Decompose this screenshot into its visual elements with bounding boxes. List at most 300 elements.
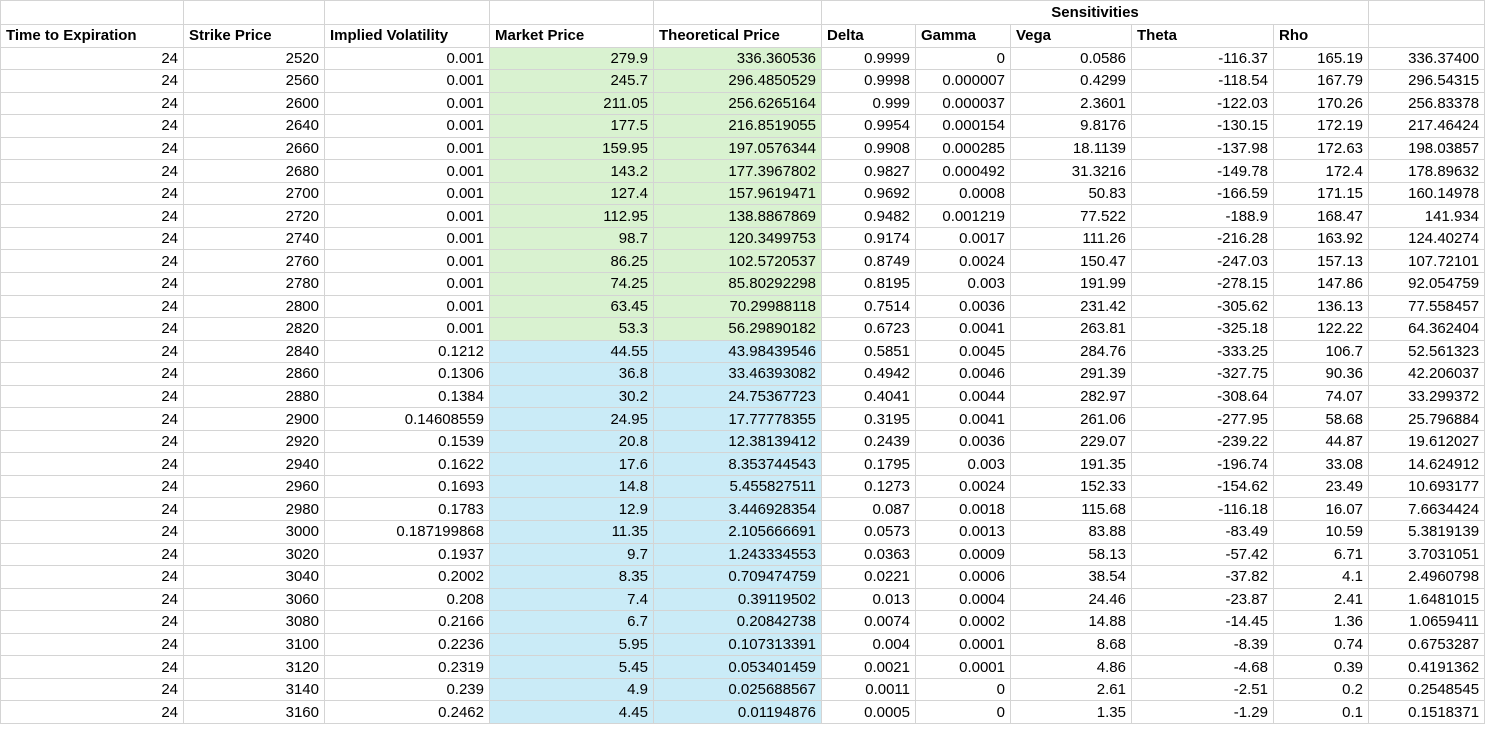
cell-vega[interactable]: 291.39 [1011, 363, 1132, 386]
cell-extra[interactable]: 19.612027 [1369, 430, 1485, 453]
cell-extra[interactable]: 160.14978 [1369, 182, 1485, 205]
cell-delta[interactable]: 0.1273 [822, 475, 916, 498]
cell-gamma[interactable]: 0.000492 [916, 160, 1011, 183]
cell-implied-volatility[interactable]: 0.001 [325, 295, 490, 318]
cell-vega[interactable]: 0.4299 [1011, 70, 1132, 93]
cell-rho[interactable]: 0.74 [1274, 633, 1369, 656]
cell-theta[interactable]: -305.62 [1132, 295, 1274, 318]
sensitivities-header[interactable]: Sensitivities [822, 1, 1369, 25]
cell-implied-volatility[interactable]: 0.14608559 [325, 408, 490, 431]
header-theoretical-price[interactable]: Theoretical Price [654, 25, 822, 48]
cell-extra[interactable]: 141.934 [1369, 205, 1485, 228]
cell-theta[interactable]: -122.03 [1132, 92, 1274, 115]
cell-rho[interactable]: 58.68 [1274, 408, 1369, 431]
cell-vega[interactable]: 38.54 [1011, 566, 1132, 589]
cell-theoretical-price[interactable]: 0.20842738 [654, 611, 822, 634]
cell-delta[interactable]: 0.0074 [822, 611, 916, 634]
cell-gamma[interactable]: 0 [916, 47, 1011, 70]
cell-rho[interactable]: 157.13 [1274, 250, 1369, 273]
cell-strike-price[interactable]: 2560 [184, 70, 325, 93]
cell-rho[interactable]: 172.4 [1274, 160, 1369, 183]
cell-implied-volatility[interactable]: 0.187199868 [325, 521, 490, 544]
cell-delta[interactable]: 0.013 [822, 588, 916, 611]
cell-implied-volatility[interactable]: 0.1937 [325, 543, 490, 566]
header-implied-volatility[interactable]: Implied Volatility [325, 25, 490, 48]
cell-time-to-expiration[interactable]: 24 [1, 566, 184, 589]
cell-gamma[interactable]: 0.000285 [916, 137, 1011, 160]
cell-theoretical-price[interactable]: 177.3967802 [654, 160, 822, 183]
cell-strike-price[interactable]: 2980 [184, 498, 325, 521]
cell-delta[interactable]: 0.4041 [822, 385, 916, 408]
cell-time-to-expiration[interactable]: 24 [1, 160, 184, 183]
cell-theta[interactable]: -116.18 [1132, 498, 1274, 521]
cell-theoretical-price[interactable]: 197.0576344 [654, 137, 822, 160]
cell-market-price[interactable]: 30.2 [490, 385, 654, 408]
cell-strike-price[interactable]: 2720 [184, 205, 325, 228]
cell-time-to-expiration[interactable]: 24 [1, 340, 184, 363]
cell-market-price[interactable]: 5.45 [490, 656, 654, 679]
cell-implied-volatility[interactable]: 0.001 [325, 137, 490, 160]
cell-implied-volatility[interactable]: 0.001 [325, 273, 490, 296]
cell-extra[interactable]: 77.558457 [1369, 295, 1485, 318]
cell-theoretical-price[interactable]: 24.75367723 [654, 385, 822, 408]
cell-time-to-expiration[interactable]: 24 [1, 678, 184, 701]
cell-delta[interactable]: 0.1795 [822, 453, 916, 476]
cell-delta[interactable]: 0.9827 [822, 160, 916, 183]
cell-vega[interactable]: 18.1139 [1011, 137, 1132, 160]
cell-extra[interactable]: 217.46424 [1369, 115, 1485, 138]
cell-vega[interactable]: 24.46 [1011, 588, 1132, 611]
cell-extra[interactable]: 336.37400 [1369, 47, 1485, 70]
cell-theoretical-price[interactable]: 56.29890182 [654, 318, 822, 341]
cell-time-to-expiration[interactable]: 24 [1, 611, 184, 634]
cell-theta[interactable]: -239.22 [1132, 430, 1274, 453]
cell-strike-price[interactable]: 3120 [184, 656, 325, 679]
cell-theta[interactable]: -247.03 [1132, 250, 1274, 273]
cell-extra[interactable]: 25.796884 [1369, 408, 1485, 431]
cell-vega[interactable]: 115.68 [1011, 498, 1132, 521]
cell-vega[interactable]: 191.35 [1011, 453, 1132, 476]
cell-delta[interactable]: 0.087 [822, 498, 916, 521]
header-vega[interactable]: Vega [1011, 25, 1132, 48]
cell-vega[interactable]: 191.99 [1011, 273, 1132, 296]
cell-market-price[interactable]: 279.9 [490, 47, 654, 70]
cell-strike-price[interactable]: 2600 [184, 92, 325, 115]
cell-extra[interactable]: 1.6481015 [1369, 588, 1485, 611]
cell-implied-volatility[interactable]: 0.2166 [325, 611, 490, 634]
cell-market-price[interactable]: 177.5 [490, 115, 654, 138]
cell-theta[interactable]: -8.39 [1132, 633, 1274, 656]
cell-implied-volatility[interactable]: 0.1306 [325, 363, 490, 386]
header-theta[interactable]: Theta [1132, 25, 1274, 48]
cell-vega[interactable]: 263.81 [1011, 318, 1132, 341]
cell-time-to-expiration[interactable]: 24 [1, 475, 184, 498]
cell-implied-volatility[interactable]: 0.1539 [325, 430, 490, 453]
cell-theta[interactable]: -130.15 [1132, 115, 1274, 138]
cell-extra[interactable]: 64.362404 [1369, 318, 1485, 341]
cell-vega[interactable]: 229.07 [1011, 430, 1132, 453]
cell-market-price[interactable]: 5.95 [490, 633, 654, 656]
cell-theoretical-price[interactable]: 70.29988118 [654, 295, 822, 318]
cell-rho[interactable]: 167.79 [1274, 70, 1369, 93]
cell-strike-price[interactable]: 2700 [184, 182, 325, 205]
cell-extra[interactable]: 0.4191362 [1369, 656, 1485, 679]
cell-market-price[interactable]: 8.35 [490, 566, 654, 589]
cell-delta[interactable]: 0.9908 [822, 137, 916, 160]
cell-rho[interactable]: 147.86 [1274, 273, 1369, 296]
cell-delta[interactable]: 0.3195 [822, 408, 916, 431]
cell-gamma[interactable]: 0.0017 [916, 227, 1011, 250]
cell-market-price[interactable]: 112.95 [490, 205, 654, 228]
cell-rho[interactable]: 106.7 [1274, 340, 1369, 363]
cell-strike-price[interactable]: 2760 [184, 250, 325, 273]
cell-implied-volatility[interactable]: 0.239 [325, 678, 490, 701]
cell-delta[interactable]: 0.8195 [822, 273, 916, 296]
cell-market-price[interactable]: 17.6 [490, 453, 654, 476]
cell-theta[interactable]: -4.68 [1132, 656, 1274, 679]
cell-time-to-expiration[interactable]: 24 [1, 633, 184, 656]
cell-theta[interactable]: -325.18 [1132, 318, 1274, 341]
cell-theta[interactable]: -23.87 [1132, 588, 1274, 611]
header-gamma[interactable]: Gamma [916, 25, 1011, 48]
cell-strike-price[interactable]: 2520 [184, 47, 325, 70]
cell-extra[interactable]: 5.3819139 [1369, 521, 1485, 544]
cell-gamma[interactable]: 0.0018 [916, 498, 1011, 521]
cell-theta[interactable]: -57.42 [1132, 543, 1274, 566]
cell-market-price[interactable]: 36.8 [490, 363, 654, 386]
cell-strike-price[interactable]: 3080 [184, 611, 325, 634]
cell-rho[interactable]: 0.2 [1274, 678, 1369, 701]
cell-theoretical-price[interactable]: 336.360536 [654, 47, 822, 70]
cell-time-to-expiration[interactable]: 24 [1, 70, 184, 93]
cell[interactable] [1369, 1, 1485, 25]
cell-delta[interactable]: 0.6723 [822, 318, 916, 341]
cell-delta[interactable]: 0.9999 [822, 47, 916, 70]
cell-market-price[interactable]: 159.95 [490, 137, 654, 160]
cell-extra[interactable]: 296.54315 [1369, 70, 1485, 93]
cell-implied-volatility[interactable]: 0.2462 [325, 701, 490, 724]
cell-extra[interactable]: 14.624912 [1369, 453, 1485, 476]
cell-theta[interactable]: -277.95 [1132, 408, 1274, 431]
cell-strike-price[interactable]: 2960 [184, 475, 325, 498]
cell-theta[interactable]: -137.98 [1132, 137, 1274, 160]
cell-implied-volatility[interactable]: 0.1622 [325, 453, 490, 476]
cell-strike-price[interactable]: 3140 [184, 678, 325, 701]
cell-theta[interactable]: -333.25 [1132, 340, 1274, 363]
cell-gamma[interactable]: 0.0009 [916, 543, 1011, 566]
cell-gamma[interactable]: 0.0001 [916, 656, 1011, 679]
cell-vega[interactable]: 2.3601 [1011, 92, 1132, 115]
cell-gamma[interactable]: 0.001219 [916, 205, 1011, 228]
cell-vega[interactable]: 77.522 [1011, 205, 1132, 228]
header-time-to-expiration[interactable]: Time to Expiration [1, 25, 184, 48]
cell-implied-volatility[interactable]: 0.1384 [325, 385, 490, 408]
cell-delta[interactable]: 0.9998 [822, 70, 916, 93]
cell-vega[interactable]: 2.61 [1011, 678, 1132, 701]
cell-time-to-expiration[interactable]: 24 [1, 250, 184, 273]
cell-extra[interactable]: 198.03857 [1369, 137, 1485, 160]
cell-delta[interactable]: 0.2439 [822, 430, 916, 453]
cell-time-to-expiration[interactable]: 24 [1, 521, 184, 544]
cell-extra[interactable]: 52.561323 [1369, 340, 1485, 363]
cell-vega[interactable]: 9.8176 [1011, 115, 1132, 138]
cell-theoretical-price[interactable]: 0.39119502 [654, 588, 822, 611]
cell-delta[interactable]: 0.9482 [822, 205, 916, 228]
cell-market-price[interactable]: 53.3 [490, 318, 654, 341]
cell-extra[interactable]: 2.4960798 [1369, 566, 1485, 589]
cell-theoretical-price[interactable]: 2.105666691 [654, 521, 822, 544]
cell-rho[interactable]: 2.41 [1274, 588, 1369, 611]
cell-vega[interactable]: 8.68 [1011, 633, 1132, 656]
cell-rho[interactable]: 136.13 [1274, 295, 1369, 318]
cell-market-price[interactable]: 127.4 [490, 182, 654, 205]
cell-vega[interactable]: 284.76 [1011, 340, 1132, 363]
cell-implied-volatility[interactable]: 0.1212 [325, 340, 490, 363]
cell-theoretical-price[interactable]: 0.025688567 [654, 678, 822, 701]
cell-strike-price[interactable]: 2940 [184, 453, 325, 476]
cell-market-price[interactable]: 4.9 [490, 678, 654, 701]
cell-extra[interactable]: 256.83378 [1369, 92, 1485, 115]
cell-strike-price[interactable]: 2900 [184, 408, 325, 431]
cell-vega[interactable]: 50.83 [1011, 182, 1132, 205]
cell-strike-price[interactable]: 2740 [184, 227, 325, 250]
cell-rho[interactable]: 33.08 [1274, 453, 1369, 476]
cell-strike-price[interactable]: 2660 [184, 137, 325, 160]
cell-implied-volatility[interactable]: 0.001 [325, 205, 490, 228]
cell-implied-volatility[interactable]: 0.1783 [325, 498, 490, 521]
cell-implied-volatility[interactable]: 0.001 [325, 70, 490, 93]
cell-gamma[interactable]: 0.0045 [916, 340, 1011, 363]
cell-time-to-expiration[interactable]: 24 [1, 273, 184, 296]
cell-theoretical-price[interactable]: 3.446928354 [654, 498, 822, 521]
cell-time-to-expiration[interactable]: 24 [1, 182, 184, 205]
header-rho[interactable]: Rho [1274, 25, 1369, 48]
cell-time-to-expiration[interactable]: 24 [1, 453, 184, 476]
cell-theoretical-price[interactable]: 8.353744543 [654, 453, 822, 476]
cell-time-to-expiration[interactable]: 24 [1, 295, 184, 318]
cell-rho[interactable]: 122.22 [1274, 318, 1369, 341]
cell-strike-price[interactable]: 2880 [184, 385, 325, 408]
cell-rho[interactable]: 0.1 [1274, 701, 1369, 724]
cell-theoretical-price[interactable]: 216.8519055 [654, 115, 822, 138]
cell-extra[interactable]: 10.693177 [1369, 475, 1485, 498]
cell-rho[interactable]: 165.19 [1274, 47, 1369, 70]
cell-vega[interactable]: 83.88 [1011, 521, 1132, 544]
cell-implied-volatility[interactable]: 0.001 [325, 250, 490, 273]
cell-strike-price[interactable]: 3060 [184, 588, 325, 611]
cell-theoretical-price[interactable]: 0.053401459 [654, 656, 822, 679]
cell-gamma[interactable]: 0.000154 [916, 115, 1011, 138]
cell-market-price[interactable]: 7.4 [490, 588, 654, 611]
cell-extra[interactable]: 0.6753287 [1369, 633, 1485, 656]
cell-market-price[interactable]: 143.2 [490, 160, 654, 183]
cell-implied-volatility[interactable]: 0.001 [325, 182, 490, 205]
cell-extra[interactable]: 107.72101 [1369, 250, 1485, 273]
cell-theta[interactable]: -196.74 [1132, 453, 1274, 476]
cell-strike-price[interactable]: 2920 [184, 430, 325, 453]
cell-theta[interactable]: -1.29 [1132, 701, 1274, 724]
cell-rho[interactable]: 23.49 [1274, 475, 1369, 498]
cell-time-to-expiration[interactable]: 24 [1, 430, 184, 453]
cell-rho[interactable]: 16.07 [1274, 498, 1369, 521]
cell-strike-price[interactable]: 2860 [184, 363, 325, 386]
cell-market-price[interactable]: 6.7 [490, 611, 654, 634]
cell-rho[interactable]: 1.36 [1274, 611, 1369, 634]
cell-theoretical-price[interactable]: 5.455827511 [654, 475, 822, 498]
cell-vega[interactable]: 4.86 [1011, 656, 1132, 679]
cell-theoretical-price[interactable]: 157.9619471 [654, 182, 822, 205]
cell-gamma[interactable]: 0.0041 [916, 318, 1011, 341]
cell-time-to-expiration[interactable]: 24 [1, 385, 184, 408]
cell-rho[interactable]: 10.59 [1274, 521, 1369, 544]
cell-implied-volatility[interactable]: 0.001 [325, 318, 490, 341]
cell-market-price[interactable]: 9.7 [490, 543, 654, 566]
cell-extra[interactable]: 1.0659411 [1369, 611, 1485, 634]
cell-extra[interactable]: 0.2548545 [1369, 678, 1485, 701]
cell-gamma[interactable]: 0.0046 [916, 363, 1011, 386]
cell-market-price[interactable]: 14.8 [490, 475, 654, 498]
cell-delta[interactable]: 0.5851 [822, 340, 916, 363]
cell-theoretical-price[interactable]: 85.80292298 [654, 273, 822, 296]
cell-rho[interactable]: 90.36 [1274, 363, 1369, 386]
cell-delta[interactable]: 0.0021 [822, 656, 916, 679]
cell-implied-volatility[interactable]: 0.208 [325, 588, 490, 611]
cell-rho[interactable]: 170.26 [1274, 92, 1369, 115]
cell-extra[interactable]: 0.1518371 [1369, 701, 1485, 724]
header-extra[interactable] [1369, 25, 1485, 48]
cell-theoretical-price[interactable]: 43.98439546 [654, 340, 822, 363]
cell-theoretical-price[interactable]: 138.8867869 [654, 205, 822, 228]
cell-gamma[interactable]: 0.0024 [916, 250, 1011, 273]
cell-vega[interactable]: 282.97 [1011, 385, 1132, 408]
cell-market-price[interactable]: 11.35 [490, 521, 654, 544]
cell-delta[interactable]: 0.9954 [822, 115, 916, 138]
cell-theoretical-price[interactable]: 1.243334553 [654, 543, 822, 566]
cell-theta[interactable]: -118.54 [1132, 70, 1274, 93]
cell-rho[interactable]: 172.63 [1274, 137, 1369, 160]
cell-strike-price[interactable]: 2820 [184, 318, 325, 341]
cell-theta[interactable]: -14.45 [1132, 611, 1274, 634]
cell-delta[interactable]: 0.9692 [822, 182, 916, 205]
cell-gamma[interactable]: 0.0036 [916, 430, 1011, 453]
cell-theta[interactable]: -278.15 [1132, 273, 1274, 296]
cell-market-price[interactable]: 44.55 [490, 340, 654, 363]
cell-vega[interactable]: 58.13 [1011, 543, 1132, 566]
cell-rho[interactable]: 44.87 [1274, 430, 1369, 453]
cell-delta[interactable]: 0.8749 [822, 250, 916, 273]
cell-gamma[interactable]: 0.003 [916, 453, 1011, 476]
cell-theoretical-price[interactable]: 0.709474759 [654, 566, 822, 589]
cell-market-price[interactable]: 98.7 [490, 227, 654, 250]
cell-extra[interactable]: 178.89632 [1369, 160, 1485, 183]
cell-gamma[interactable]: 0.0044 [916, 385, 1011, 408]
cell-extra[interactable]: 7.6634424 [1369, 498, 1485, 521]
cell-delta[interactable]: 0.4942 [822, 363, 916, 386]
cell-market-price[interactable]: 20.8 [490, 430, 654, 453]
cell-time-to-expiration[interactable]: 24 [1, 92, 184, 115]
cell-time-to-expiration[interactable]: 24 [1, 588, 184, 611]
cell-vega[interactable]: 231.42 [1011, 295, 1132, 318]
cell-time-to-expiration[interactable]: 24 [1, 363, 184, 386]
cell-strike-price[interactable]: 3160 [184, 701, 325, 724]
cell-vega[interactable]: 152.33 [1011, 475, 1132, 498]
cell-implied-volatility[interactable]: 0.1693 [325, 475, 490, 498]
cell-strike-price[interactable]: 3000 [184, 521, 325, 544]
cell-vega[interactable]: 0.0586 [1011, 47, 1132, 70]
cell-strike-price[interactable]: 2680 [184, 160, 325, 183]
cell-market-price[interactable]: 12.9 [490, 498, 654, 521]
cell-rho[interactable]: 0.39 [1274, 656, 1369, 679]
cell-time-to-expiration[interactable]: 24 [1, 701, 184, 724]
cell-market-price[interactable]: 211.05 [490, 92, 654, 115]
cell-theta[interactable]: -216.28 [1132, 227, 1274, 250]
cell-delta[interactable]: 0.0363 [822, 543, 916, 566]
cell-strike-price[interactable]: 2800 [184, 295, 325, 318]
cell-extra[interactable]: 92.054759 [1369, 273, 1485, 296]
cell-extra[interactable]: 3.7031051 [1369, 543, 1485, 566]
cell[interactable] [1, 1, 184, 25]
cell-time-to-expiration[interactable]: 24 [1, 205, 184, 228]
header-market-price[interactable]: Market Price [490, 25, 654, 48]
cell-theoretical-price[interactable]: 12.38139412 [654, 430, 822, 453]
cell-strike-price[interactable]: 2780 [184, 273, 325, 296]
cell-market-price[interactable]: 63.45 [490, 295, 654, 318]
cell-strike-price[interactable]: 3020 [184, 543, 325, 566]
cell-vega[interactable]: 14.88 [1011, 611, 1132, 634]
cell-delta[interactable]: 0.7514 [822, 295, 916, 318]
cell-rho[interactable]: 168.47 [1274, 205, 1369, 228]
cell-rho[interactable]: 171.15 [1274, 182, 1369, 205]
cell-rho[interactable]: 163.92 [1274, 227, 1369, 250]
cell-gamma[interactable]: 0.0024 [916, 475, 1011, 498]
header-strike-price[interactable]: Strike Price [184, 25, 325, 48]
cell-theoretical-price[interactable]: 296.4850529 [654, 70, 822, 93]
cell-extra[interactable]: 42.206037 [1369, 363, 1485, 386]
cell-time-to-expiration[interactable]: 24 [1, 656, 184, 679]
cell-time-to-expiration[interactable]: 24 [1, 115, 184, 138]
cell-theta[interactable]: -308.64 [1132, 385, 1274, 408]
cell-theta[interactable]: -116.37 [1132, 47, 1274, 70]
cell-theoretical-price[interactable]: 120.3499753 [654, 227, 822, 250]
cell-vega[interactable]: 31.3216 [1011, 160, 1132, 183]
cell-market-price[interactable]: 86.25 [490, 250, 654, 273]
cell-delta[interactable]: 0.0011 [822, 678, 916, 701]
cell-implied-volatility[interactable]: 0.001 [325, 47, 490, 70]
cell-time-to-expiration[interactable]: 24 [1, 408, 184, 431]
cell-theta[interactable]: -188.9 [1132, 205, 1274, 228]
cell-extra[interactable]: 124.40274 [1369, 227, 1485, 250]
cell-time-to-expiration[interactable]: 24 [1, 227, 184, 250]
cell-implied-volatility[interactable]: 0.2002 [325, 566, 490, 589]
cell-implied-volatility[interactable]: 0.001 [325, 227, 490, 250]
cell-time-to-expiration[interactable]: 24 [1, 47, 184, 70]
cell-theoretical-price[interactable]: 102.5720537 [654, 250, 822, 273]
cell-gamma[interactable]: 0.0008 [916, 182, 1011, 205]
cell-gamma[interactable]: 0.000007 [916, 70, 1011, 93]
cell-delta[interactable]: 0.004 [822, 633, 916, 656]
cell-implied-volatility[interactable]: 0.001 [325, 160, 490, 183]
cell-theoretical-price[interactable]: 17.77778355 [654, 408, 822, 431]
cell-delta[interactable]: 0.0221 [822, 566, 916, 589]
cell-implied-volatility[interactable]: 0.2236 [325, 633, 490, 656]
cell-delta[interactable]: 0.999 [822, 92, 916, 115]
cell-rho[interactable]: 172.19 [1274, 115, 1369, 138]
cell-rho[interactable]: 6.71 [1274, 543, 1369, 566]
cell-market-price[interactable]: 4.45 [490, 701, 654, 724]
cell-rho[interactable]: 4.1 [1274, 566, 1369, 589]
cell-delta[interactable]: 0.9174 [822, 227, 916, 250]
cell-time-to-expiration[interactable]: 24 [1, 137, 184, 160]
